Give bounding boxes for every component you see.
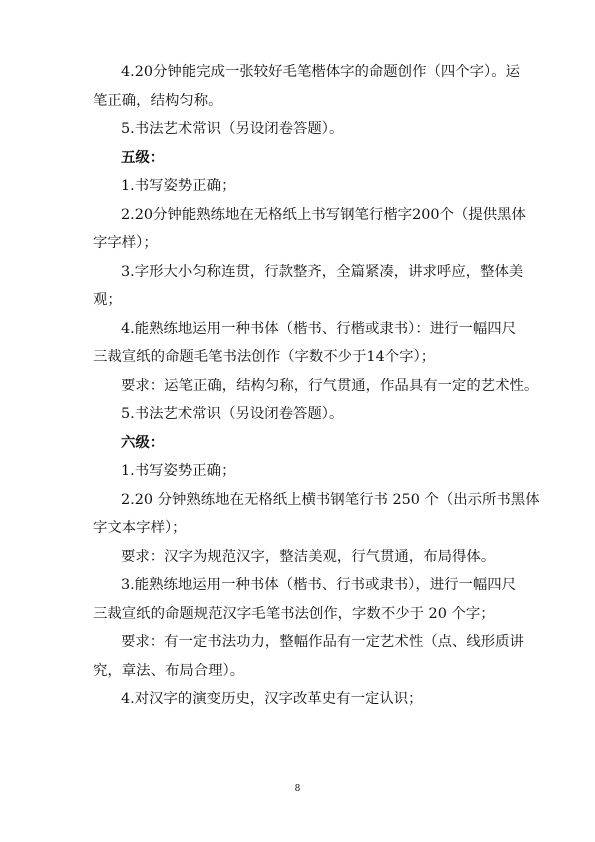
text-line: 要求：运笔正确，结构匀称，行气贯通，作品具有一定的艺术性。 (121, 377, 539, 394)
text-line: 4.对汉字的演变历史，汉字改革史有一定认识； (121, 691, 423, 707)
text-line: 三裁宣纸的命题毛笔书法创作（字数不少于14个字）； (93, 349, 436, 365)
text-line: 1.书写姿势正确； (121, 178, 236, 194)
text-line: 究，章法、布局合理）。 (93, 662, 245, 679)
section-heading: 五级： (121, 148, 165, 166)
text-line: 5.书法艺术常识（另设闭卷答题）。 (121, 406, 344, 422)
text-line: 字字样）； (93, 235, 158, 251)
text-line: 字文本字样）； (93, 520, 187, 536)
text-line: 观； (93, 292, 122, 308)
text-line: 4.能熟练地运用一种书体（楷书、行楷或隶书）：进行一幅四尺 (121, 320, 517, 337)
text-line: 5.书法艺术常识（另设闭卷答题）。 (121, 121, 344, 137)
text-line: 4.20分钟能完成一张较好毛笔楷体字的命题创作（四个字）。运 (121, 64, 520, 80)
text-line: 2.20分钟能熟练地在无格纸上书写钢笔行楷字200个（提供黑体 (121, 206, 526, 223)
text-line: 要求：汉字为规范汉字，整洁美观，行气贯通，布局得体。 (121, 548, 496, 565)
page-number: 8 (294, 784, 301, 794)
text-line: 3.字形大小匀称连贯，行款整齐，全篇紧凑，讲求呼应，整体美 (121, 263, 524, 280)
text-line: 2.20 分钟熟练地在无格纸上横书钢笔行书 250 个（出示所书黑体 (121, 491, 540, 508)
text-line: 三裁宣纸的命题规范汉字毛笔书法创作，字数不少于 20 个字； (93, 605, 495, 622)
text-line: 3.能熟练地运用一种书体（楷书、行书或隶书），进行一幅四尺 (121, 577, 517, 593)
section-heading: 六级： (121, 433, 165, 451)
text-line: 要求：有一定书法功力，整幅作品有一定艺术性（点、线形质讲 (121, 634, 524, 650)
body-text (93, 58, 540, 714)
text-line: 笔正确，结构匀称。 (93, 92, 223, 109)
text-line: 1.书写姿势正确； (121, 463, 236, 479)
